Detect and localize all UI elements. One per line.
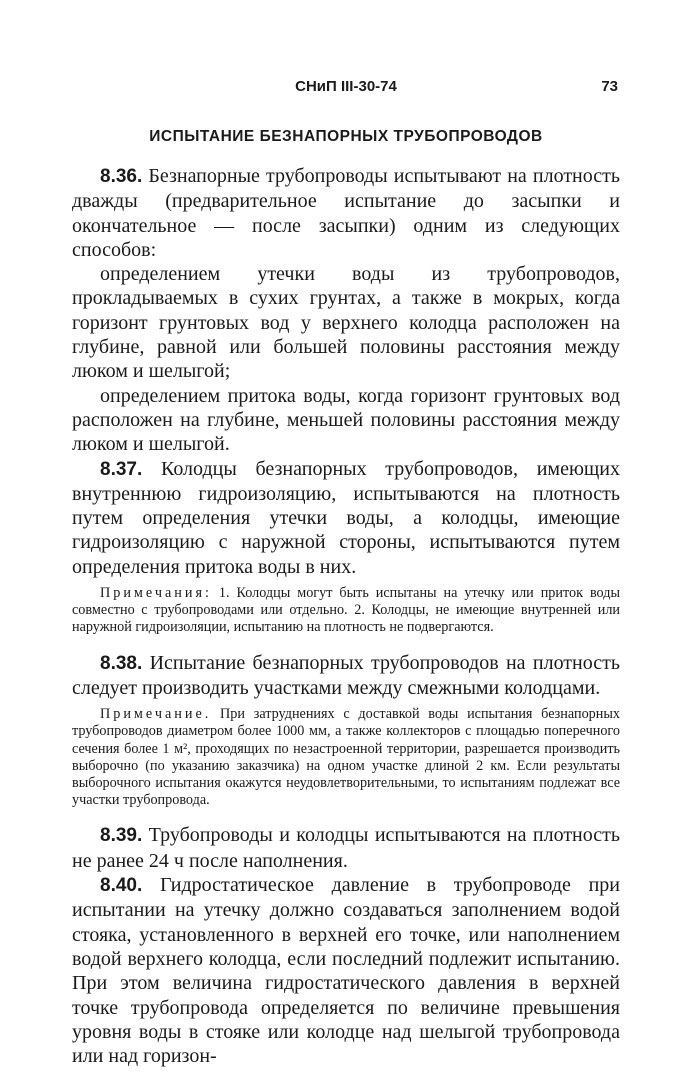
paragraph-8-40 bbox=[72, 873, 620, 1068]
clause-text: Гидростатическое давление в трубопроводе при испытании на утечку должно создаваться заполнением водой стояка, установленного в верхней его точке, или наполнением водой верхнего колодца, если последний подлежит испытанию. При этом величина гидростатического давления в верхней точке трубопровода определяется по величине превышения уровня воды в стояке или колодце над шелыгой трубопровода или над горизон- bbox=[72, 874, 620, 1068]
note-label: Примечание. bbox=[100, 706, 212, 723]
clause-text: Трубопроводы и колодцы испытываются на плотность не ранее 24 ч после наполнения. bbox=[72, 824, 620, 872]
paragraph-8-36 bbox=[72, 164, 620, 262]
clause-text: Безнапорные трубопроводы испытывают на плотность дважды (предварительное испытание до засыпки и окончательное — после засыпки) одним из следующих способов: bbox=[72, 165, 620, 261]
clause-number: 8.37. bbox=[100, 458, 143, 480]
clause-number: 8.38. bbox=[100, 652, 143, 674]
clause-number: 8.39. bbox=[100, 825, 143, 847]
note-label: Примечания: bbox=[100, 585, 212, 602]
note-8-37 bbox=[72, 585, 620, 637]
paragraph-8-36-method-inflow: определением притока воды, когда горизонт грунтовых вод расположен на глубине, меньшей половины расстояния между люком и шелыгой. bbox=[72, 384, 620, 456]
clause-number: 8.36. bbox=[100, 166, 143, 187]
paragraph-8-36-method-leak: определением утечки воды из трубопроводов, прокладываемых в сухих грунтах, а также в мокрых, когда горизонт грунтовых вод у верхнего колодца расположен на глубине, равной или большей половины расстояния между люком и шелыгой; bbox=[72, 263, 620, 383]
clause-text: Испытание безнапорных трубопроводов на плотность следует производить участками между смежными колодцами. bbox=[72, 651, 620, 699]
section-title: ИСПЫТАНИЕ БЕЗНАПОРНЫХ ТРУБОПРОВОДОВ bbox=[149, 128, 543, 145]
note-text: 1. Колодцы могут быть испытаны на утечку или приток воды совместно с трубопроводами или отдельно. 2. Колодцы, не имеющие внутренней или наружной гидроизоляции, испытанию на плотность не подвергаются. bbox=[72, 585, 620, 636]
clause-text: Колодцы безнапорных трубопроводов, имеющих внутреннюю гидроизоляцию, испытываются на плотность путем определения утечки воды, а колодцы, имеющие гидроизоляцию с наружной стороны, испытываются путем определения притока воды в них. bbox=[72, 457, 620, 578]
document-page bbox=[72, 78, 620, 1068]
paragraph-8-37 bbox=[72, 457, 620, 579]
clause-number: 8.40. bbox=[100, 875, 143, 897]
paragraph-8-38 bbox=[72, 651, 620, 701]
note-8-38 bbox=[72, 706, 620, 809]
paragraph-8-39 bbox=[72, 823, 620, 873]
running-header bbox=[72, 78, 620, 102]
note-text: При затруднениях с доставкой воды испытания безнапорных трубопроводов диаметром более 1000 мм, а также коллекторов с площадью поперечного сечения более 1 м², проходящих по незастроенной территории, разрешается производить выборочно (по указанию заказчика) на одном участке длиной 2 км. Если результаты выборочного испытания окажутся неудовлетворительными, то испытаниям подлежат все участки трубопровода. bbox=[72, 706, 620, 809]
document-code: СНиП III-30-74 bbox=[295, 78, 397, 95]
page-number: 73 bbox=[601, 78, 618, 95]
